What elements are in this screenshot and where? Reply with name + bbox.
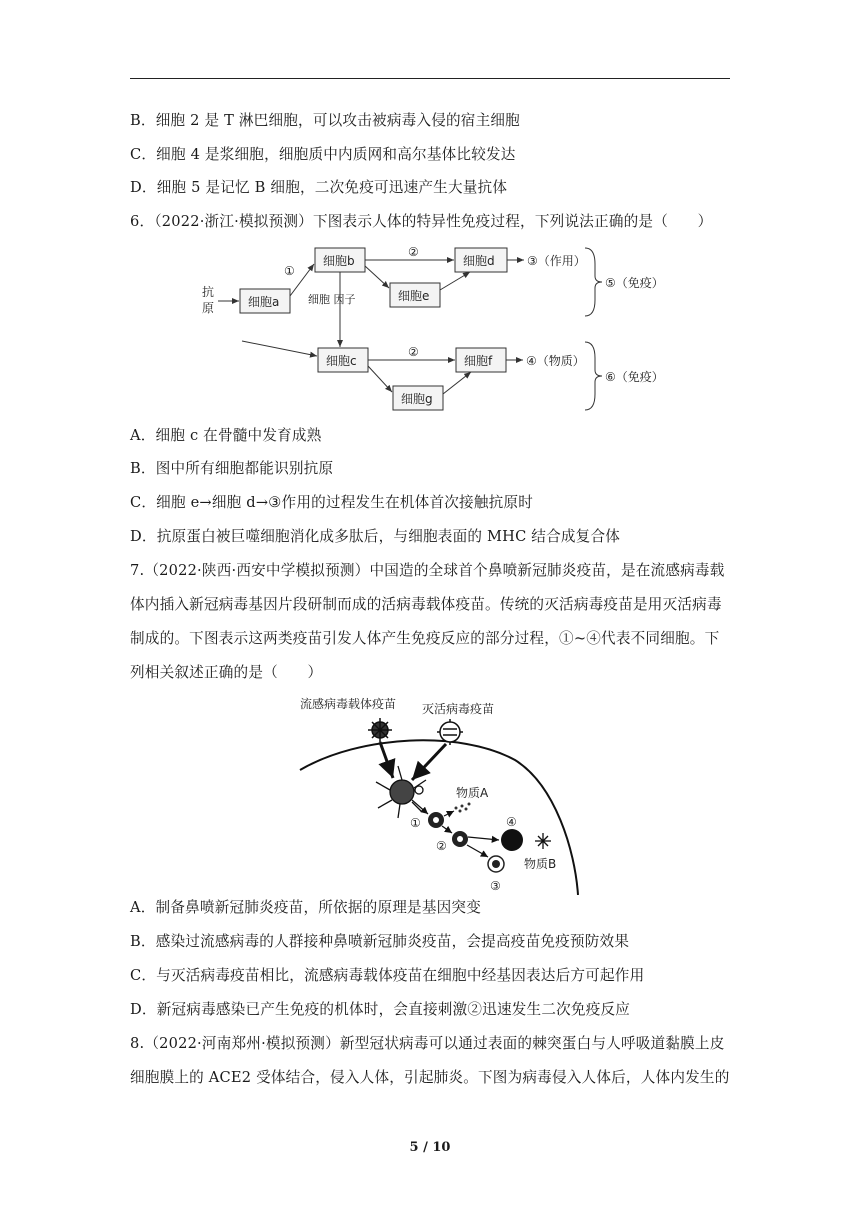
label-cell-f: 细胞f <box>464 354 493 368</box>
header-rule <box>130 78 730 79</box>
label-step2-bottom: ② <box>408 345 419 359</box>
q7-vaccine-figure <box>290 690 580 895</box>
label-cell-d: 细胞d <box>463 254 495 268</box>
q5-option-b: B．细胞 2 是 T 淋巴细胞，可以攻击被病毒入侵的宿主细胞 <box>130 112 520 129</box>
page-number: 5 / 10 <box>409 1140 451 1155</box>
label-cell-g: 细胞g <box>401 392 433 406</box>
brace-bottom <box>585 342 602 410</box>
q6-immune-diagram <box>190 236 710 416</box>
q6-option-b: B．图中所有细胞都能识别抗原 <box>130 460 334 477</box>
q8-stem-line-1: 8.（2022·河南郑州·模拟预测）新型冠状病毒可以通过表面的棘突蛋白与人呼吸道黏膜上皮 <box>130 1035 725 1052</box>
q7-stem-line-1: 7.（2022·陕西·西安中学模拟预测）中国造的全球首个鼻喷新冠肺炎疫苗，是在流感病毒载 <box>130 562 725 579</box>
q6-option-a: A．细胞 c 在骨髓中发育成熟 <box>130 427 322 444</box>
q6-option-d: D．抗原蛋白被巨噬细胞消化成多肽后，与细胞表面的 MHC 结合成复合体 <box>130 528 621 545</box>
label-substance-b: 物质B <box>524 857 557 871</box>
label-cell-e: 细胞e <box>398 289 430 303</box>
label-flu-vaccine: 流感病毒载体疫苗 <box>300 697 397 711</box>
label-step2-top: ② <box>408 245 419 259</box>
q5-option-d: D．细胞 5 是记忆 B 细胞，二次免疫可迅速产生大量抗体 <box>130 179 508 196</box>
label-out5: ⑤（免疫） <box>605 276 664 290</box>
label-out6: ⑥（免疫） <box>605 370 664 384</box>
q7-stem-line-3: 制成的。下图表示这两类疫苗引发人体产生免疫反应的部分过程，①~④代表不同细胞。下 <box>130 630 720 647</box>
cell-4-icon <box>501 829 523 851</box>
label-cell-c: 细胞c <box>326 354 357 368</box>
substance-b-icon <box>535 833 551 849</box>
label-factor: 细胞 因子 <box>308 293 356 306</box>
label-inactivated-vaccine: 灭活病毒疫苗 <box>422 702 495 716</box>
flu-vector-virus-icon <box>368 718 392 742</box>
label-cell-4: ④ <box>506 815 517 829</box>
substance-a-icon <box>455 803 471 813</box>
label-substance-a: 物质A <box>456 786 489 800</box>
label-cell-b: 细胞b <box>323 254 355 268</box>
label-out4: ④（物质） <box>526 354 585 368</box>
label-cell-3: ③ <box>490 879 501 893</box>
q7-option-d: D．新冠病毒感染已产生免疫的机体时，会直接刺激②迅速发生二次免疫反应 <box>130 1001 631 1018</box>
label-antigen-1: 抗 <box>202 285 215 299</box>
brace-top <box>585 248 602 316</box>
q5-option-c: C．细胞 4 是浆细胞，细胞质中内质网和高尔基体比较发达 <box>130 146 516 163</box>
q7-option-b: B．感染过流感病毒的人群接种鼻喷新冠肺炎疫苗，会提高疫苗免疫预防效果 <box>130 933 630 950</box>
q8-stem-line-2: 细胞膜上的 ACE2 受体结合，侵入人体，引起肺炎。下图为病毒侵入人体后，人体内发生的 <box>130 1069 730 1086</box>
q7-stem-line-2: 体内插入新冠病毒基因片段研制而成的活病毒载体疫苗。传统的灭活病毒疫苗是用灭活病毒 <box>130 596 722 613</box>
q7-option-c: C．与灭活病毒疫苗相比，流感病毒载体疫苗在细胞中经基因表达后方可起作用 <box>130 967 645 984</box>
q6-stem: 6．（2022·浙江·模拟预测）下图表示人体的特异性免疫过程，下列说法正确的是（ ） <box>130 213 713 230</box>
q7-stem-line-4: 列相关叙述正确的是（ ） <box>130 664 323 681</box>
label-cell-2: ② <box>436 839 447 853</box>
label-cell-1: ① <box>410 816 421 830</box>
label-out3: ③（作用） <box>527 254 586 268</box>
q7-option-a: A．制备鼻喷新冠肺炎疫苗，所依据的原理是基因突变 <box>130 899 481 916</box>
label-cell-a: 细胞a <box>248 295 280 309</box>
q6-option-c: C．细胞 e→细胞 d→③作用的过程发生在机体首次接触抗原时 <box>130 494 534 511</box>
label-antigen-2: 原 <box>202 301 215 315</box>
label-step1: ① <box>284 264 295 278</box>
